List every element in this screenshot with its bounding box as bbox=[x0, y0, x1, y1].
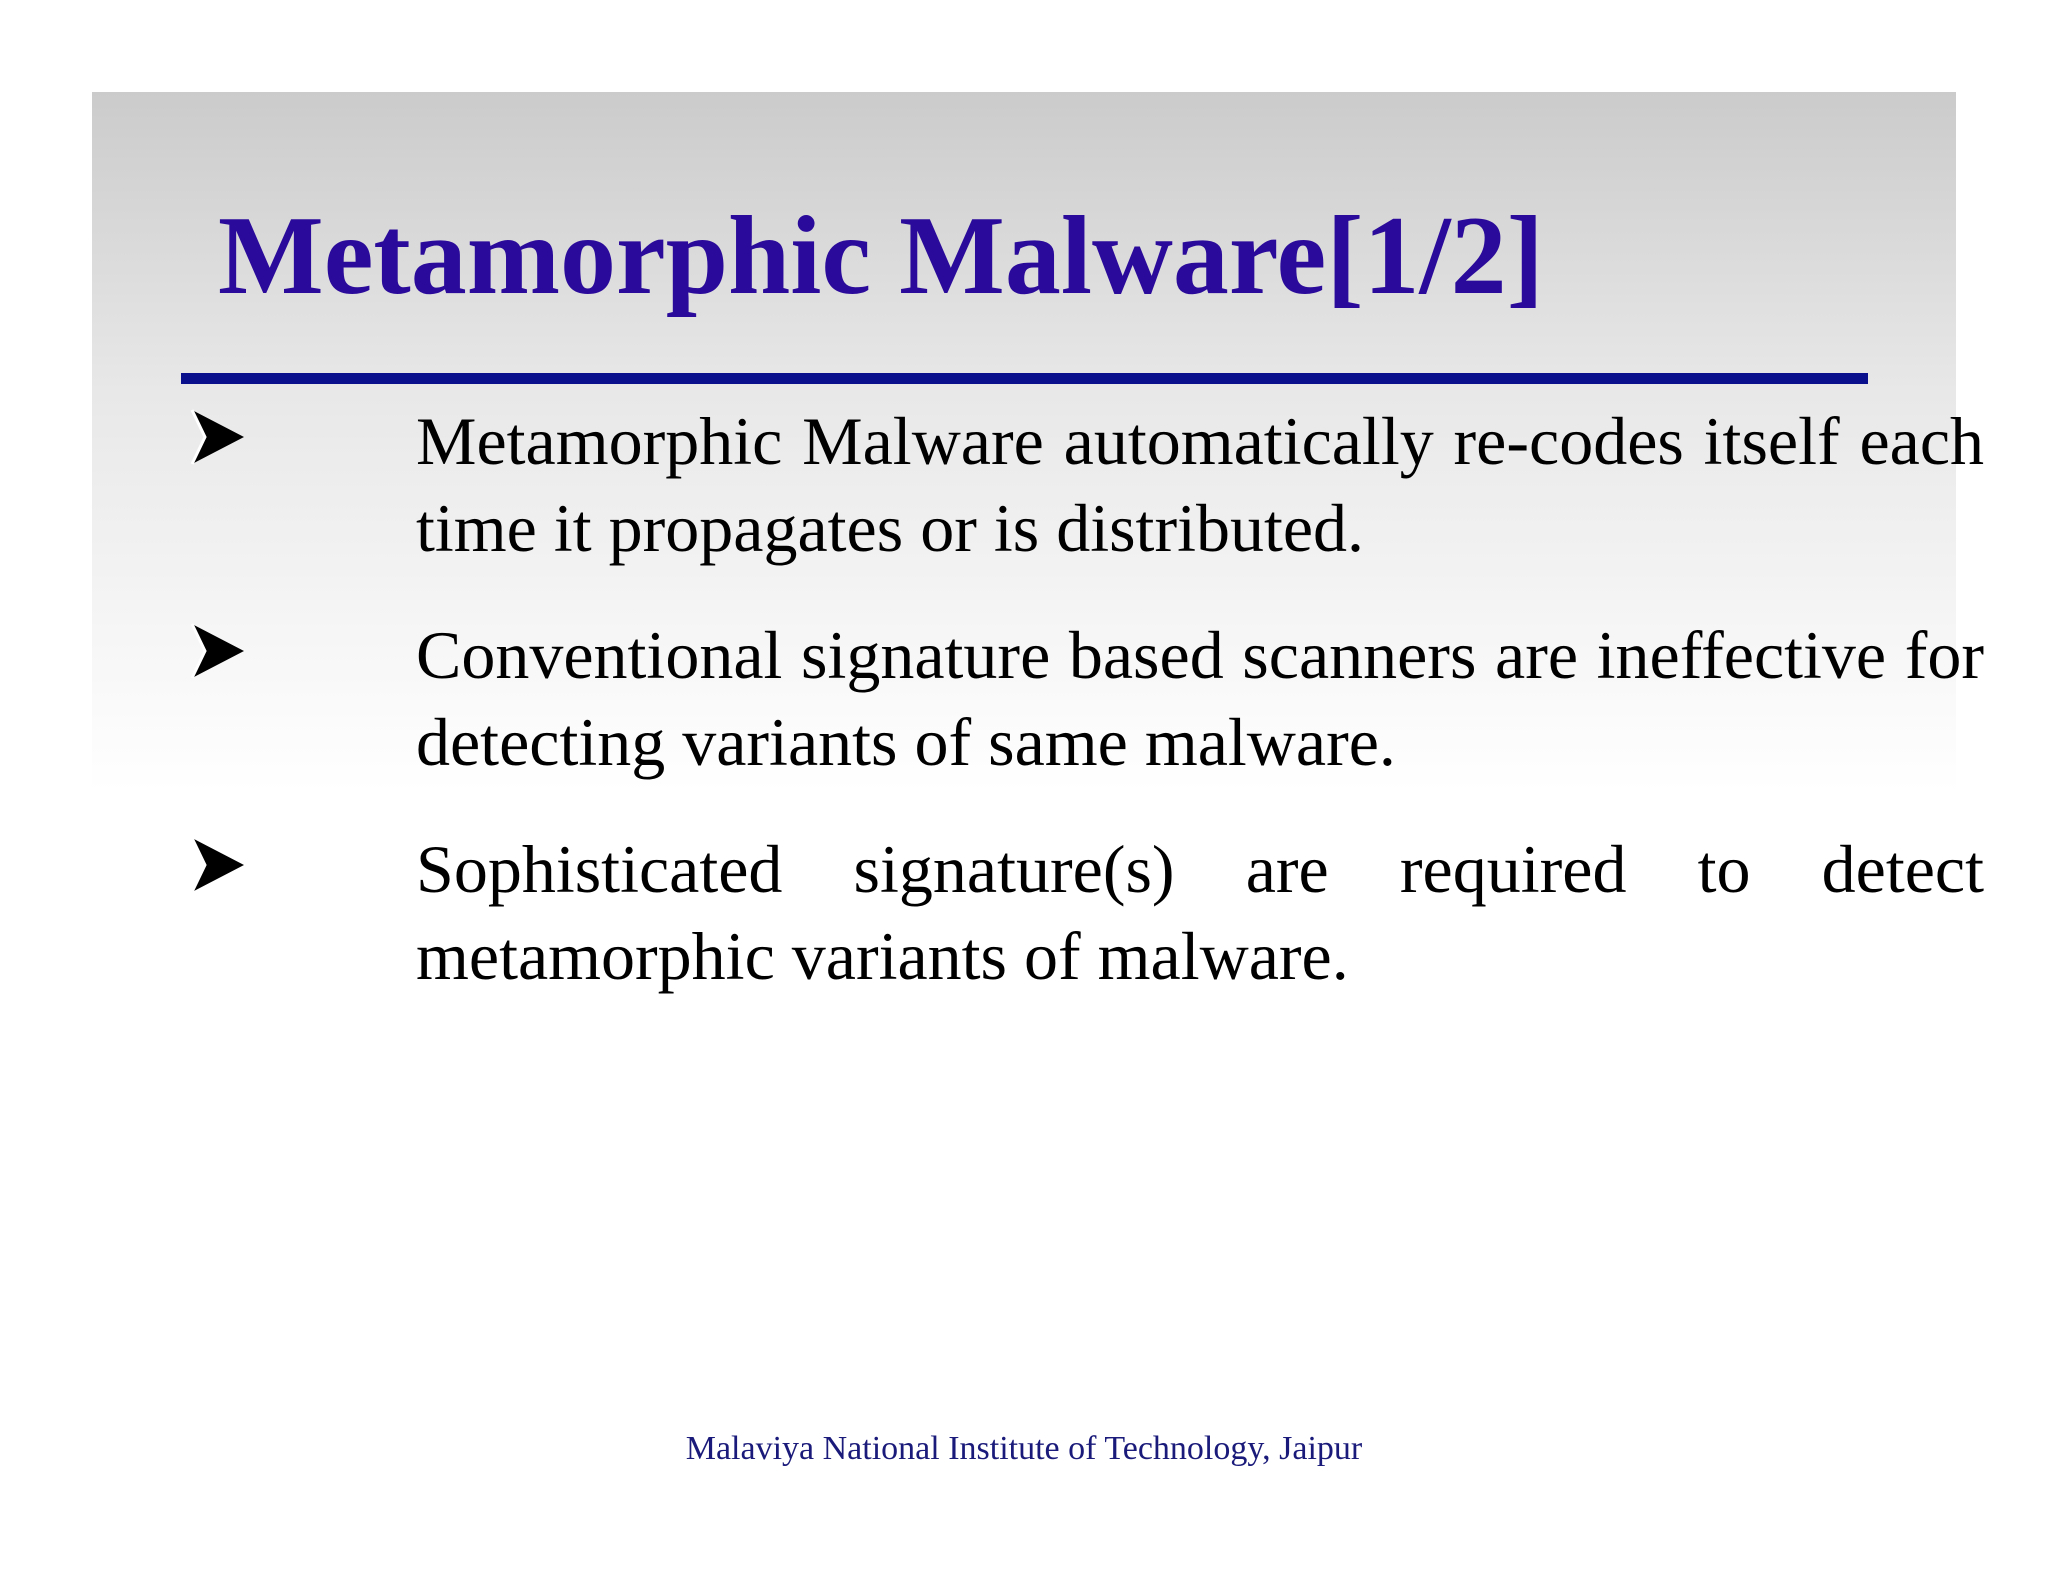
slide bbox=[92, 92, 1984, 1582]
bullet-item bbox=[190, 398, 1990, 612]
footer-institution: Malaviya National Institute of Technology, Jaipur bbox=[685, 1430, 1363, 1467]
arrow-bullet-icon bbox=[190, 622, 246, 680]
arrow-bullet-icon bbox=[190, 836, 246, 894]
title-divider bbox=[181, 373, 1868, 384]
arrow-bullet-icon bbox=[190, 408, 246, 466]
bullet-text: Sophisticated signature(s) are required to detect metamorphic variants of malware. bbox=[416, 831, 1984, 994]
slide-title: Metamorphic Malware[1/2] bbox=[218, 194, 1544, 318]
bullet-list bbox=[190, 398, 1990, 1040]
bullet-text: Metamorphic Malware automatically re-codes itself each time it propagates or is distributed. bbox=[416, 403, 1984, 566]
bullet-item bbox=[190, 612, 1990, 826]
bullet-text: Conventional signature based scanners are ineffective for detecting variants of same malware. bbox=[416, 617, 1984, 780]
bullet-item bbox=[190, 826, 1990, 1040]
